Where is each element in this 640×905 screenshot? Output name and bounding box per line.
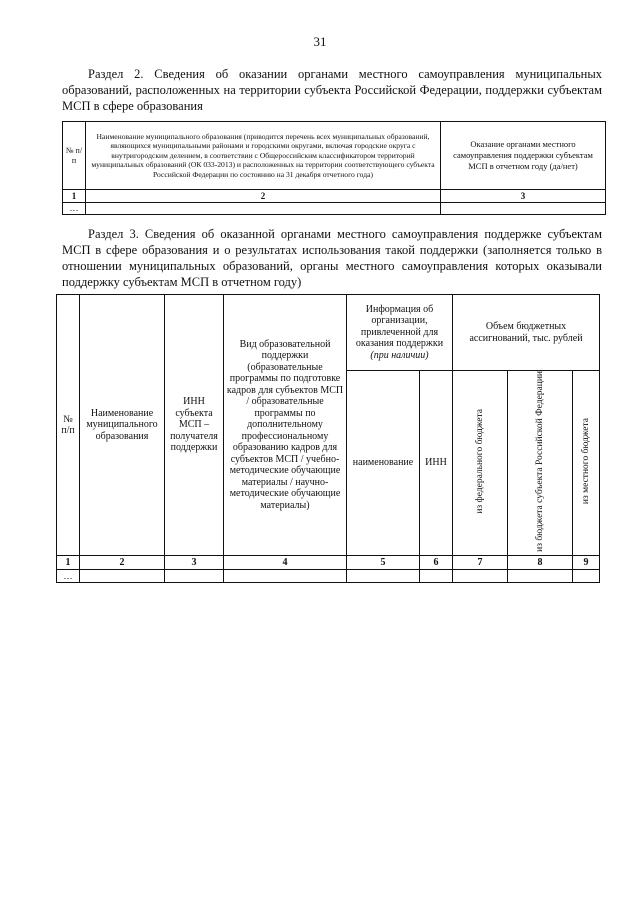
- index-cell: 1: [57, 556, 80, 570]
- empty-cell: [86, 203, 441, 215]
- col-budget-header: Объем бюджетных ассигнований, тыс. рублей: [453, 295, 600, 371]
- col-support-header: Оказание органами местного самоуправления поддержки субъектам МСП в отчетном году (да/нет): [441, 122, 606, 190]
- page-number: 31: [313, 34, 327, 49]
- empty-cell: [508, 570, 573, 583]
- index-cell: 2: [80, 556, 165, 570]
- index-row: [57, 556, 600, 570]
- index-cell: 7: [453, 556, 508, 570]
- index-cell: 1: [63, 190, 86, 203]
- index-cell: 2: [86, 190, 441, 203]
- col-support-type-header: Вид образовательной поддержки (образовательные программы по подготовке кадров для субъектов МСП / образовательные программы по дополнительному профессиональному образованию кадров для субъектов МСП / учебно-методические обучающие материалы / научно-методические обучающие материалы): [224, 295, 347, 556]
- index-cell: 8: [508, 556, 573, 570]
- budget-regional-label: из бюджета субъекта Российской Федерации: [534, 371, 545, 552]
- col-municipality-header: Наименование муниципального образования: [80, 295, 165, 556]
- section-3-heading: [62, 226, 602, 290]
- section-3-table: [56, 294, 600, 583]
- empty-cell: [165, 570, 224, 583]
- index-cell: 4: [224, 556, 347, 570]
- col-inn-header: ИНН субъекта МСП – получателя поддержки: [165, 295, 224, 556]
- budget-federal-label: из федерального бюджета: [474, 409, 485, 514]
- col-budget-regional-header: [508, 371, 573, 556]
- budget-local-label: из местного бюджета: [580, 418, 591, 505]
- section-2-text: Раздел 2. Сведения об оказании органами местного самоуправления муниципальных образований, расположенных на территории субъекта Российской Федерации, поддержки субъектам МСП в сфере образования: [62, 67, 602, 113]
- ellipsis-cell: …: [57, 570, 80, 583]
- col-organization-title: Информация об организации, привлеченной для оказания поддержки: [355, 303, 444, 350]
- index-cell: 5: [347, 556, 420, 570]
- empty-cell: [573, 570, 600, 583]
- section-2-table: [62, 121, 606, 215]
- index-cell: 3: [441, 190, 606, 203]
- index-cell: 3: [165, 556, 224, 570]
- col-budget-federal-header: [453, 371, 508, 556]
- col-budget-local-header: [573, 371, 600, 556]
- empty-cell: [441, 203, 606, 215]
- col-organization-note: (при наличии): [370, 349, 429, 361]
- section-2-heading: [62, 66, 602, 114]
- empty-cell: [224, 570, 347, 583]
- table-row: [57, 570, 600, 583]
- col-num-header: № п/п: [63, 122, 86, 190]
- ellipsis-cell: …: [63, 203, 86, 215]
- empty-cell: [453, 570, 508, 583]
- col-organization-header: [347, 295, 453, 371]
- table-row: [63, 203, 606, 215]
- col-num-header: № п/п: [57, 295, 80, 556]
- col-organization-name-header: наименование: [347, 371, 420, 556]
- index-cell: 6: [420, 556, 453, 570]
- empty-cell: [347, 570, 420, 583]
- section-3-text: Раздел 3. Сведения об оказанной органами местного самоуправления поддержке субъектам МСП в сфере образования и о результатах использования такой поддержки (заполняется только в отношении муниципальных образований, органы местного самоуправления которых оказывали поддержку субъектам МСП в отчетном году): [62, 227, 602, 289]
- index-row: [63, 190, 606, 203]
- empty-cell: [80, 570, 165, 583]
- col-organization-inn-header: ИНН: [420, 371, 453, 556]
- empty-cell: [420, 570, 453, 583]
- col-municipality-header: Наименование муниципального образования (приводится перечень всех муниципальных образований, являющихся муниципальными районами и городскими округами, включая городские округа с внутригородским делением, в соответствии с Общероссийским классификатором территорий муниципальных образований (ОК 033-2013) и расположенных на территории соответствующего субъекта Российской Федерации по состоянию на 31 декабря отчетного года): [86, 122, 441, 190]
- index-cell: 9: [573, 556, 600, 570]
